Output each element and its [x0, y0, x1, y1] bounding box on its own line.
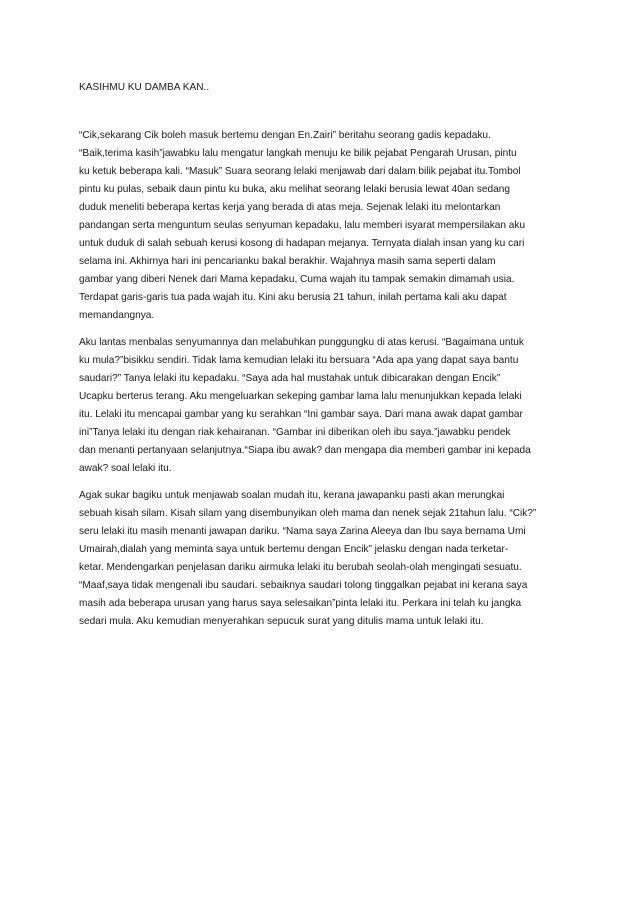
text-line: gambar yang diberi Nenek dari Mama kepadaku, Cuma wajah itu tampak semakin dimamah usia.	[79, 274, 515, 285]
text-line: “Maaf,saya tidak mengenali ibu saudari. sebaiknya saudari tolong tinggalkan pejabat ini kerana saya	[79, 580, 528, 591]
text-line: duduk meneliti beberapa kertas kerja yang berada di atas meja. Sejenak lelaki itu melontarkan	[79, 202, 501, 213]
text-line: sebuah kisah silam. Kisah silam yang disembunyikan oleh mama dan nenek sejak 21tahun lalu. “Cik?”	[79, 508, 537, 519]
paragraph-3	[79, 487, 561, 631]
text-line: pintu ku pulas, sebaik daun pintu ku buka, aku melihat seorang lelaki berusia lewat 40an sedang	[79, 184, 510, 195]
text-line: dan menanti pertanyaan selanjutnya.“Siapa ibu awak? dan mengapa dia memberi gambar ini kepada	[79, 445, 531, 456]
text-line: itu. Lelaki itu mencapai gambar yang ku serahkan “Ini gambar saya. Dari mana awak dapat gambar	[79, 409, 523, 420]
text-line: “Baik,terima kasih”jawabku lalu mengatur langkah menuju ke bilik pejabat Pengarah Urusan, pintu	[79, 148, 517, 159]
text-line: Ucapku berterus terang. Aku mengeluarkan sekeping gambar lama lalu menunjukkan kepada lelaki	[79, 391, 522, 402]
text-line: sedari mula. Aku kemudian menyerahkan sepucuk surat yang ditulis mama untuk lelaki itu.	[79, 616, 484, 627]
text-line: Agak sukar bagiku untuk menjawab soalan mudah itu, kerana jawapanku pasti akan merungkai	[79, 490, 505, 501]
text-line: ku ketuk beberapa kali. “Masuk” Suara seorang lelaki menjawab dari dalam bilik pejabat itu.Tombol	[79, 166, 521, 177]
paragraph-1	[79, 127, 561, 325]
text-line: memandangnya.	[79, 310, 155, 321]
document-title: KASIHMU KU DAMBA KAN..	[79, 82, 210, 93]
text-line: seru lelaki itu masih menanti jawapan dariku. “Nama saya Zarina Aleeya dan Ibu saya bernama Umi	[79, 526, 526, 537]
document-body	[79, 79, 561, 631]
text-line: Umairah,dialah yang meminta saya untuk bertemu dengan Encik” jelasku dengan nada terketar-	[79, 544, 509, 555]
text-line: ketar. Mendengarkan penjelasan dariku airmuka lelaki itu berubah seolah-olah mengingati sesuatu.	[79, 562, 522, 573]
text-line: ini”Tanya lelaki itu dengan riak kehairanan. “Gambar ini diberikan oleh ibu saya.”jawabku pendek	[79, 427, 511, 438]
text-line: “Cik,sekarang Cik boleh masuk bertemu dengan En.Zairi” beritahu seorang gadis kepadaku.	[79, 130, 491, 141]
text-line: pandangan serta menguntum seulas senyuman kepadaku, lalu memberi isyarat mempersilakan aku	[79, 220, 526, 231]
text-line: Terdapat garis-garis tua pada wajah itu. Kini aku berusia 21 tahun, inilah pertama kali aku dapat	[79, 292, 507, 303]
text-line: ku mula?”bisikku sendiri. Tidak lama kemudian lelaki itu bersuara “Ada apa yang dapat saya bantu	[79, 355, 519, 366]
text-line: untuk duduk di salah sebuah kerusi kosong di hadapan mejanya. Ternyata dialah insan yang ku cari	[79, 238, 525, 249]
paragraph-2	[79, 334, 561, 478]
text-line: selama ini. Akhirnya hari ini pencarianku bakal berakhir. Wajahnya masih sama seperti dalam	[79, 256, 496, 267]
text-line: saudari?” Tanya lelaki itu kepadaku. “Saya ada hal mustahak untuk dibicarakan dengan Encik”	[79, 373, 501, 384]
text-line: masih ada beberapa urusan yang harus saya selesaikan”pinta lelaki itu. Perkara ini telah ku jangka	[79, 598, 522, 609]
text-line: Aku lantas menbalas senyumannya dan melabuhkan punggungku di atas kerusi. “Bagaimana untuk	[79, 337, 524, 348]
text-line: awak? soal lelaki itu.	[79, 463, 172, 474]
